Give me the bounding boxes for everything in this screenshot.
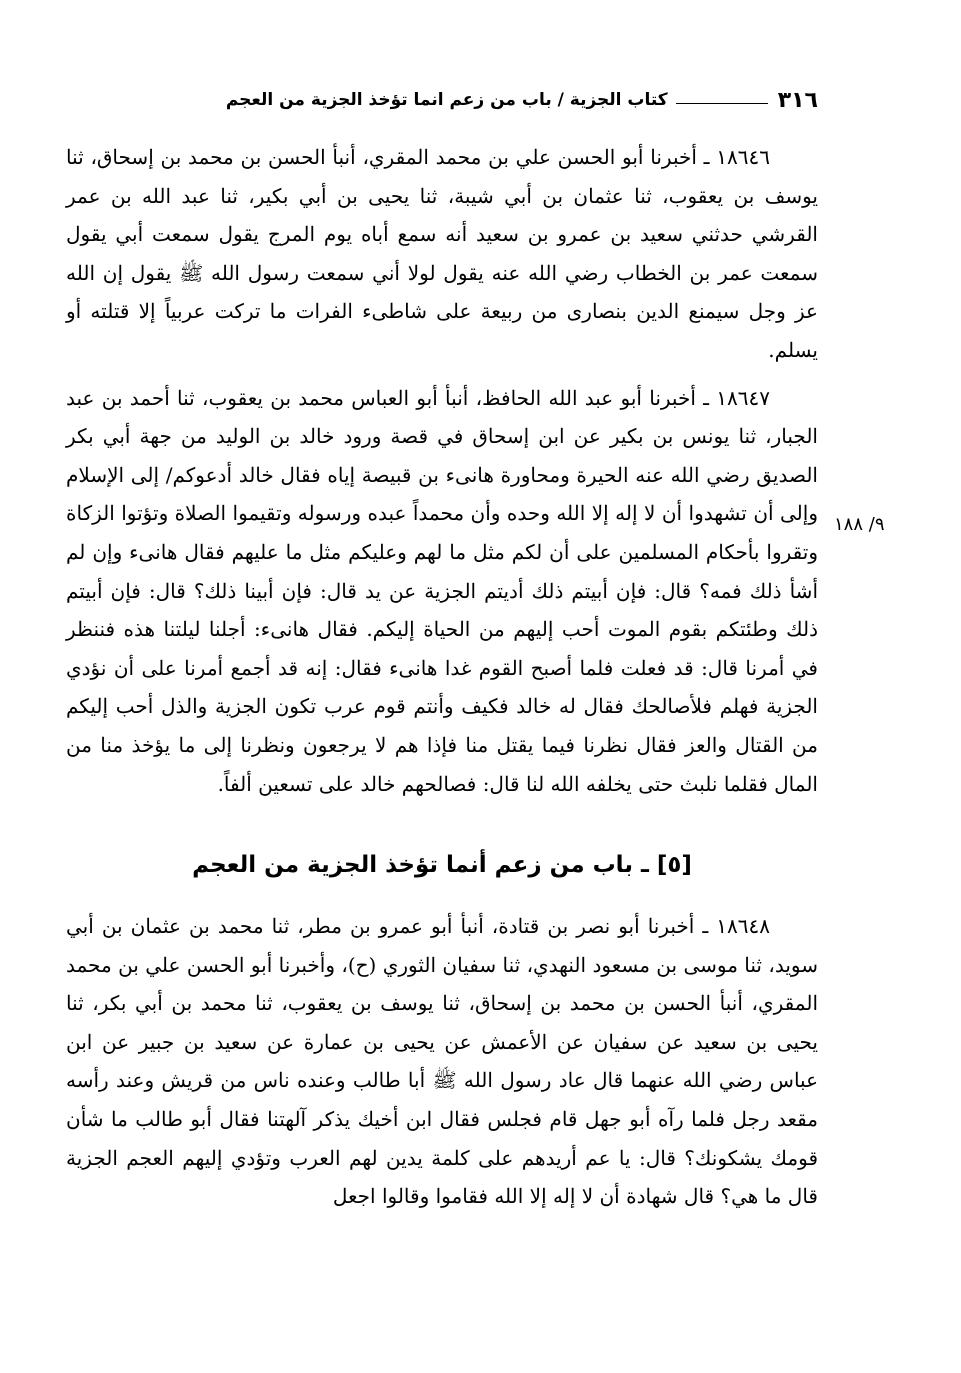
header-rule (676, 103, 768, 104)
hadith-paragraph-18647 (66, 379, 818, 804)
hadith-number: ١٨٦٤٧ (716, 385, 770, 410)
running-header (66, 82, 818, 118)
margin-volume-page-reference: ٩/ ١٨٨ (834, 514, 885, 535)
page-number: ٣١٦ (777, 87, 818, 113)
running-title: كتاب الجزية / باب من زعم انما تؤخذ الجزية من العجم (225, 90, 668, 110)
hadith-text: ـ أخبرنا أبو نصر بن قتادة، أنبأ أبو عمرو بن مطر، ثنا محمد بن عثمان بن أبي سويد، ثنا موسى بن مسعود النهدي، ثنا سفيان الثوري (ح)، وأخبرنا أبو الحسن علي بن محمد المقري، أنبأ الحسن بن محمد بن إسحاق، ثنا يوسف بن يعقوب، ثنا محمد بن أبي بكر، ثنا يحيى بن سعيد عن سفيان عن الأعمش عن يحيى بن عمارة عن سعيد بن جبير عن ابن عباس رضي الله عنهما قال عاد رسول الله ﷺ أبا طالب وعنده ناس من قريش وعند رأسه مقعد رجل فلما رآه أبو جهل قام فجلس فقال ابن أخيك يذكر آلهتنا فقال أبو طالب ما شأن قومك يشكونك؟ قال: يا عم أريدهم على كلمة يدين لهم العرب وتؤدي إليهم العجم الجزية قال ما هي؟ قال شهادة أن لا إله إلا الله فقاموا وقالوا اجعل (66, 914, 818, 1209)
section-heading: [٥] ـ باب من زعم أنما تؤخذ الجزية من العجم (192, 852, 692, 879)
page-body (66, 138, 818, 1216)
hadith-number: ١٨٦٤٦ (716, 145, 770, 169)
hadith-paragraph-18648 (66, 907, 818, 1216)
hadith-paragraph-18646 (66, 138, 818, 370)
hadith-number: ١٨٦٤٨ (716, 914, 771, 939)
hadith-text: ـ أخبرنا أبو عبد الله الحافظ، أنبأ أبو العباس محمد بن يعقوب، ثنا أحمد بن عبد الجبار، ثنا يونس بن بكير عن ابن إسحاق في قصة ورود خالد بن الوليد من جهة أبي بكر الصديق رضي الله عنه الحيرة ومحاورة هانىء بن قبيصة إياه فقال خالد أدعوكم/ إلى الإسلام وإلى أن تشهدوا أن لا إله إلا الله وحده وأن محمداً عبده ورسوله وتقيموا الصلاة وتؤتوا الزكاة وتقروا بأحكام المسلمين على أن لكم مثل ما لهم وعليكم مثل ما عليهم فقال هانىء وإن لم أشأ ذلك فمه؟ قال: فإن أبيتم ذلك أديتم الجزية عن يد قال: فإن أبينا ذلك؟ قال: فإن أبيتم ذلك وطئتكم بقوم الموت أحب إليهم من الحياة إليكم. فقال هانىء: أجلنا ليلتنا هذه فننظر في أمرنا قال: قد فعلت فلما أصبح القوم غدا هانىء فقال: إنه قد أجمع أمرنا على أن نؤدي الجزية فهلم فلأصالحك فقال له خالد فكيف وأنتم قوم عرب تكون الجزية والذل أحب إليكم من القتال والعز فقال نظرنا فيما يقتل منا فإذا هم لا يرجعون ونظرنا إلى ما يؤخذ منا من المال فقلما نلبث حتى يخلفه الله لنا قال: فصالحهم خالد على تسعين ألفاً. (66, 385, 818, 796)
hadith-text: ـ أخبرنا أبو الحسن علي بن محمد المقري، أنبأ الحسن بن محمد بن إسحاق، ثنا يوسف بن يعقوب، ثنا عثمان بن أبي شيبة، ثنا يحيى بن أبي بكير، ثنا عبد الله بن عمر القرشي حدثني سعيد بن عمرو بن سعيد أنه سمع أباه يوم المرج يقول سمعت أبي يقول سمعت عمر بن الخطاب رضي الله عنه يقول لولا أني سمعت رسول الله ﷺ يقول إن الله عز وجل سيمنع الدين بنصارى من ربيعة على شاطىء الفرات ما تركت عربياً إلا قتلته أو يسلم. (66, 145, 818, 362)
